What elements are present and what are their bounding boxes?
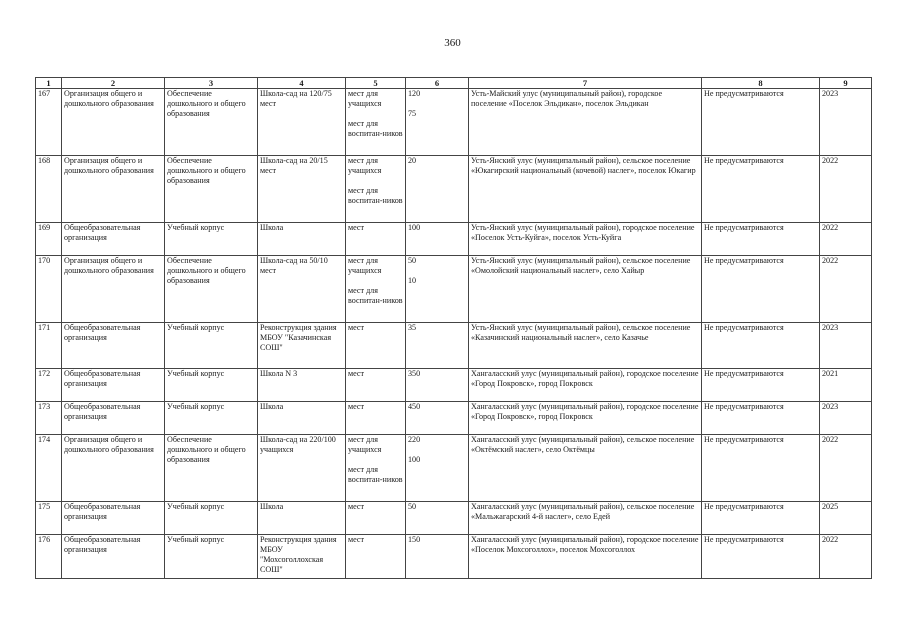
cell-num: 176 [36,535,62,579]
cell-units [346,256,406,323]
capacity-item: 450 [408,402,421,411]
table-row [36,156,872,223]
cell-year: 2023 [820,89,872,156]
cell-capacity [406,369,469,402]
column-header: 3 [165,78,258,89]
cell-org: Организация общего и дошкольного образования [62,89,165,156]
cell-zones: Не предусматриваются [702,435,820,502]
cell-num: 170 [36,256,62,323]
cell-capacity [406,402,469,435]
cell-units [346,435,406,502]
units-item: мест [348,323,365,332]
cell-units [346,369,406,402]
table-row [36,369,872,402]
cell-year: 2022 [820,256,872,323]
cell-object: Школа [258,402,346,435]
cell-org: Организация общего и дошкольного образования [62,256,165,323]
cell-org: Общеобразовательная организация [62,535,165,579]
capacity-item: 150 [408,535,421,544]
cell-org: Общеобразовательная организация [62,323,165,369]
cell-zones: Не предусматриваются [702,502,820,535]
capacity-item: 50 [408,256,417,265]
column-header: 7 [469,78,702,89]
cell-org: Общеобразовательная организация [62,369,165,402]
units-item: мест [348,369,365,378]
column-header: 2 [62,78,165,89]
cell-purpose: Учебный корпус [165,369,258,402]
cell-object: Школа [258,502,346,535]
cell-org: Организация общего и дошкольного образования [62,435,165,502]
capacity-item: 350 [408,369,421,378]
cell-zones: Не предусматриваются [702,402,820,435]
cell-object: Школа-сад на 20/15 мест [258,156,346,223]
cell-purpose: Учебный корпус [165,323,258,369]
cell-purpose: Учебный корпус [165,535,258,579]
cell-zones: Не предусматриваются [702,89,820,156]
capacity-item: 100 [408,223,421,232]
table-row [36,223,872,256]
cell-year: 2023 [820,323,872,369]
cell-object: Реконструкция здания МБОУ "Казачинская СОШ" [258,323,346,369]
cell-object: Реконструкция здания МБОУ "Мохсоголлохская СОШ" [258,535,346,579]
cell-num: 172 [36,369,62,402]
capacity-item: 35 [408,323,417,332]
units-item: мест для воспитан-ников [348,186,403,205]
cell-year: 2022 [820,156,872,223]
cell-location: Усть-Янский улус (муниципальный район), сельское поселение «Юкагирский национальный (кочевой) наслег», поселок Юкагир [469,156,702,223]
cell-num: 171 [36,323,62,369]
cell-capacity [406,323,469,369]
page-number: 360 [444,37,461,49]
cell-object: Школа N 3 [258,369,346,402]
cell-num: 167 [36,89,62,156]
units-item: мест [348,223,365,232]
column-header: 8 [702,78,820,89]
cell-zones: Не предусматриваются [702,323,820,369]
cell-capacity [406,89,469,156]
table-row [36,323,872,369]
cell-units [346,323,406,369]
table-row [36,402,872,435]
cell-capacity [406,256,469,323]
cell-units [346,502,406,535]
cell-num: 175 [36,502,62,535]
cell-object: Школа-сад на 50/10 мест [258,256,346,323]
units-item: мест для учащихся [348,156,382,175]
units-item: мест для воспитан-ников [348,119,403,138]
cell-year: 2025 [820,502,872,535]
units-item: мест [348,535,365,544]
capacity-item: 20 [408,156,417,165]
cell-object: Школа [258,223,346,256]
cell-zones: Не предусматриваются [702,369,820,402]
cell-object: Школа-сад на 120/75 мест [258,89,346,156]
column-header: 5 [346,78,406,89]
cell-location: Хангаласский улус (муниципальный район), городское поселение «Город Покровск», город Покровск [469,402,702,435]
cell-num: 174 [36,435,62,502]
table-row [36,89,872,156]
header-row [36,78,872,89]
cell-org: Общеобразовательная организация [62,402,165,435]
units-item: мест для воспитан-ников [348,465,403,484]
cell-purpose: Учебный корпус [165,223,258,256]
cell-year: 2021 [820,369,872,402]
cell-location: Хангаласский улус (муниципальный район), городское поселение «Поселок Мохсоголлох», поселок Мохсоголлох [469,535,702,579]
cell-units [346,402,406,435]
cell-zones: Не предусматриваются [702,535,820,579]
units-item: мест для учащихся [348,89,382,108]
cell-purpose: Обеспечение дошкольного и общего образования [165,256,258,323]
cell-year: 2022 [820,435,872,502]
cell-year: 2023 [820,402,872,435]
cell-purpose: Обеспечение дошкольного и общего образования [165,435,258,502]
cell-year: 2022 [820,223,872,256]
table-row [36,256,872,323]
units-item: мест для воспитан-ников [348,286,403,305]
cell-capacity [406,435,469,502]
cell-capacity [406,535,469,579]
cell-location: Хангаласский улус (муниципальный район), городское поселение «Город Покровск», город Покровск [469,369,702,402]
column-header: 4 [258,78,346,89]
cell-purpose: Обеспечение дошкольного и общего образования [165,89,258,156]
cell-year: 2022 [820,535,872,579]
cell-location: Усть-Янский улус (муниципальный район), сельское поселение «Омолойский национальный наслег», село Хайыр [469,256,702,323]
cell-zones: Не предусматриваются [702,156,820,223]
cell-capacity [406,223,469,256]
cell-location: Усть-Янский улус (муниципальный район), городское поселение «Поселок Усть-Куйга», поселок Усть-Куйга [469,223,702,256]
cell-num: 173 [36,402,62,435]
column-header: 9 [820,78,872,89]
cell-object: Школа-сад на 220/100 учащихся [258,435,346,502]
units-item: мест для учащихся [348,256,382,275]
cell-zones: Не предусматриваются [702,256,820,323]
units-item: мест [348,502,365,511]
cell-location: Усть-Майский улус (муниципальный район), городское поселение «Поселок Эльдикан», поселок Эльдикан [469,89,702,156]
capacity-item: 100 [408,455,421,464]
column-header: 1 [36,78,62,89]
column-header: 6 [406,78,469,89]
table-row [36,502,872,535]
cell-org: Общеобразовательная организация [62,502,165,535]
capacity-item: 10 [408,276,417,285]
cell-purpose: Учебный корпус [165,502,258,535]
cell-location: Усть-Янский улус (муниципальный район), сельское поселение «Казачинский национальный наслег», село Казачье [469,323,702,369]
cell-org: Общеобразовательная организация [62,223,165,256]
capacity-item: 75 [408,109,417,118]
cell-zones: Не предусматриваются [702,223,820,256]
cell-units [346,535,406,579]
capacity-item: 120 [408,89,421,98]
cell-purpose: Учебный корпус [165,402,258,435]
cell-units [346,89,406,156]
cell-num: 169 [36,223,62,256]
cell-num: 168 [36,156,62,223]
cell-capacity [406,156,469,223]
units-item: мест для учащихся [348,435,382,454]
cell-org: Организация общего и дошкольного образования [62,156,165,223]
units-item: мест [348,402,365,411]
cell-units [346,223,406,256]
cell-purpose: Обеспечение дошкольного и общего образования [165,156,258,223]
capacity-item: 220 [408,435,421,444]
table-row [36,535,872,579]
cell-capacity [406,502,469,535]
table-row [36,435,872,502]
cell-location: Хангаласский улус (муниципальный район), сельское поселение «Мальжагарский 4-й наслег», село Едей [469,502,702,535]
cell-units [346,156,406,223]
facilities-table [35,77,872,579]
cell-location: Хангаласский улус (муниципальный район), сельское поселение «Октёмский наслег», село Октёмцы [469,435,702,502]
capacity-item: 50 [408,502,417,511]
